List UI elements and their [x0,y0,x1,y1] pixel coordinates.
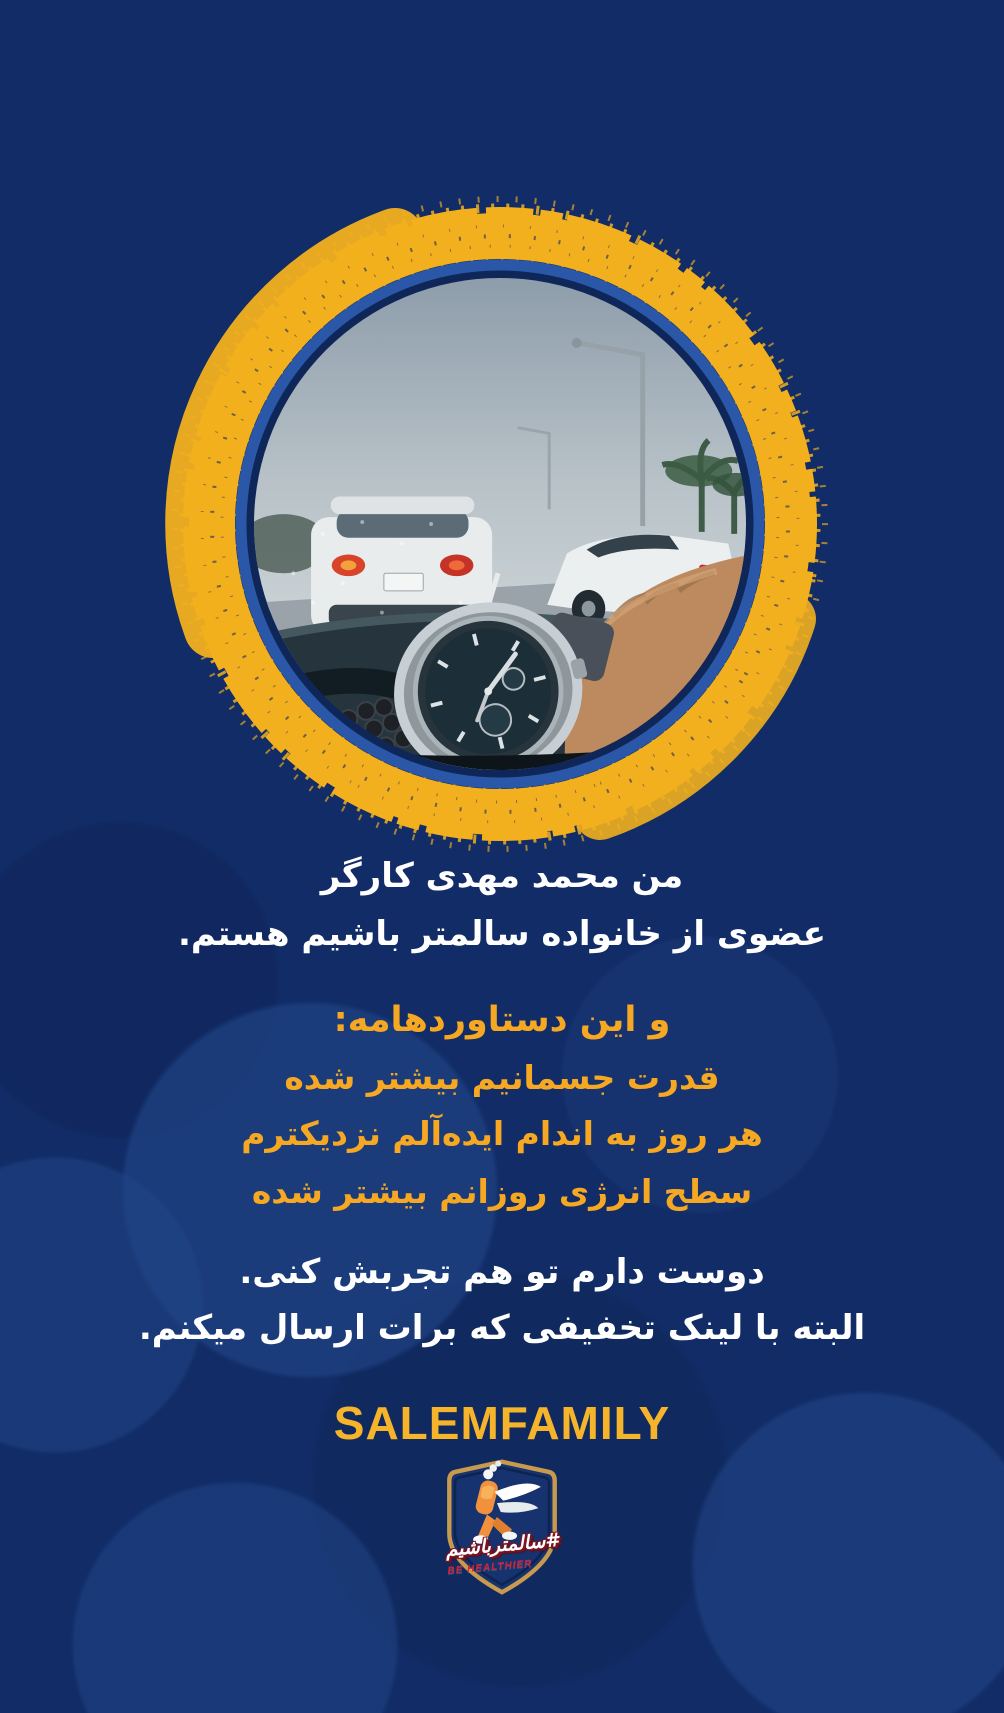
achievement-item: قدرت جسمانیم بیشتر شده [284,1058,720,1097]
profile-photo-illustration [254,278,746,770]
logo-tagline-label: BE HEALTHIER [447,1558,533,1577]
brand-logo [402,1458,602,1618]
cta-line-2: البته با لینک تخفیفی که برات ارسال میکنم. [138,1308,866,1348]
profile-photo [254,278,746,770]
intro-line-2: عضوی از خانواده سالمتر باشیم هستم. [177,914,827,954]
referral-code-text: SALEMFAMILY [333,1397,671,1449]
achievements-heading: و این دستاوردهامه: [333,1000,671,1040]
cta-line-1: دوست دارم تو هم تجربش کنی. [239,1252,765,1292]
achievement-item: سطح انرژی روزانم بیشتر شده [251,1172,753,1211]
achievement-item: هر روز به اندام ایده‌آلم نزدیکترم [241,1114,763,1153]
intro-line-1: من محمد مهدی کارگر [320,856,684,896]
logo-hashtag-label: #سالمترباشیم [444,1529,560,1561]
